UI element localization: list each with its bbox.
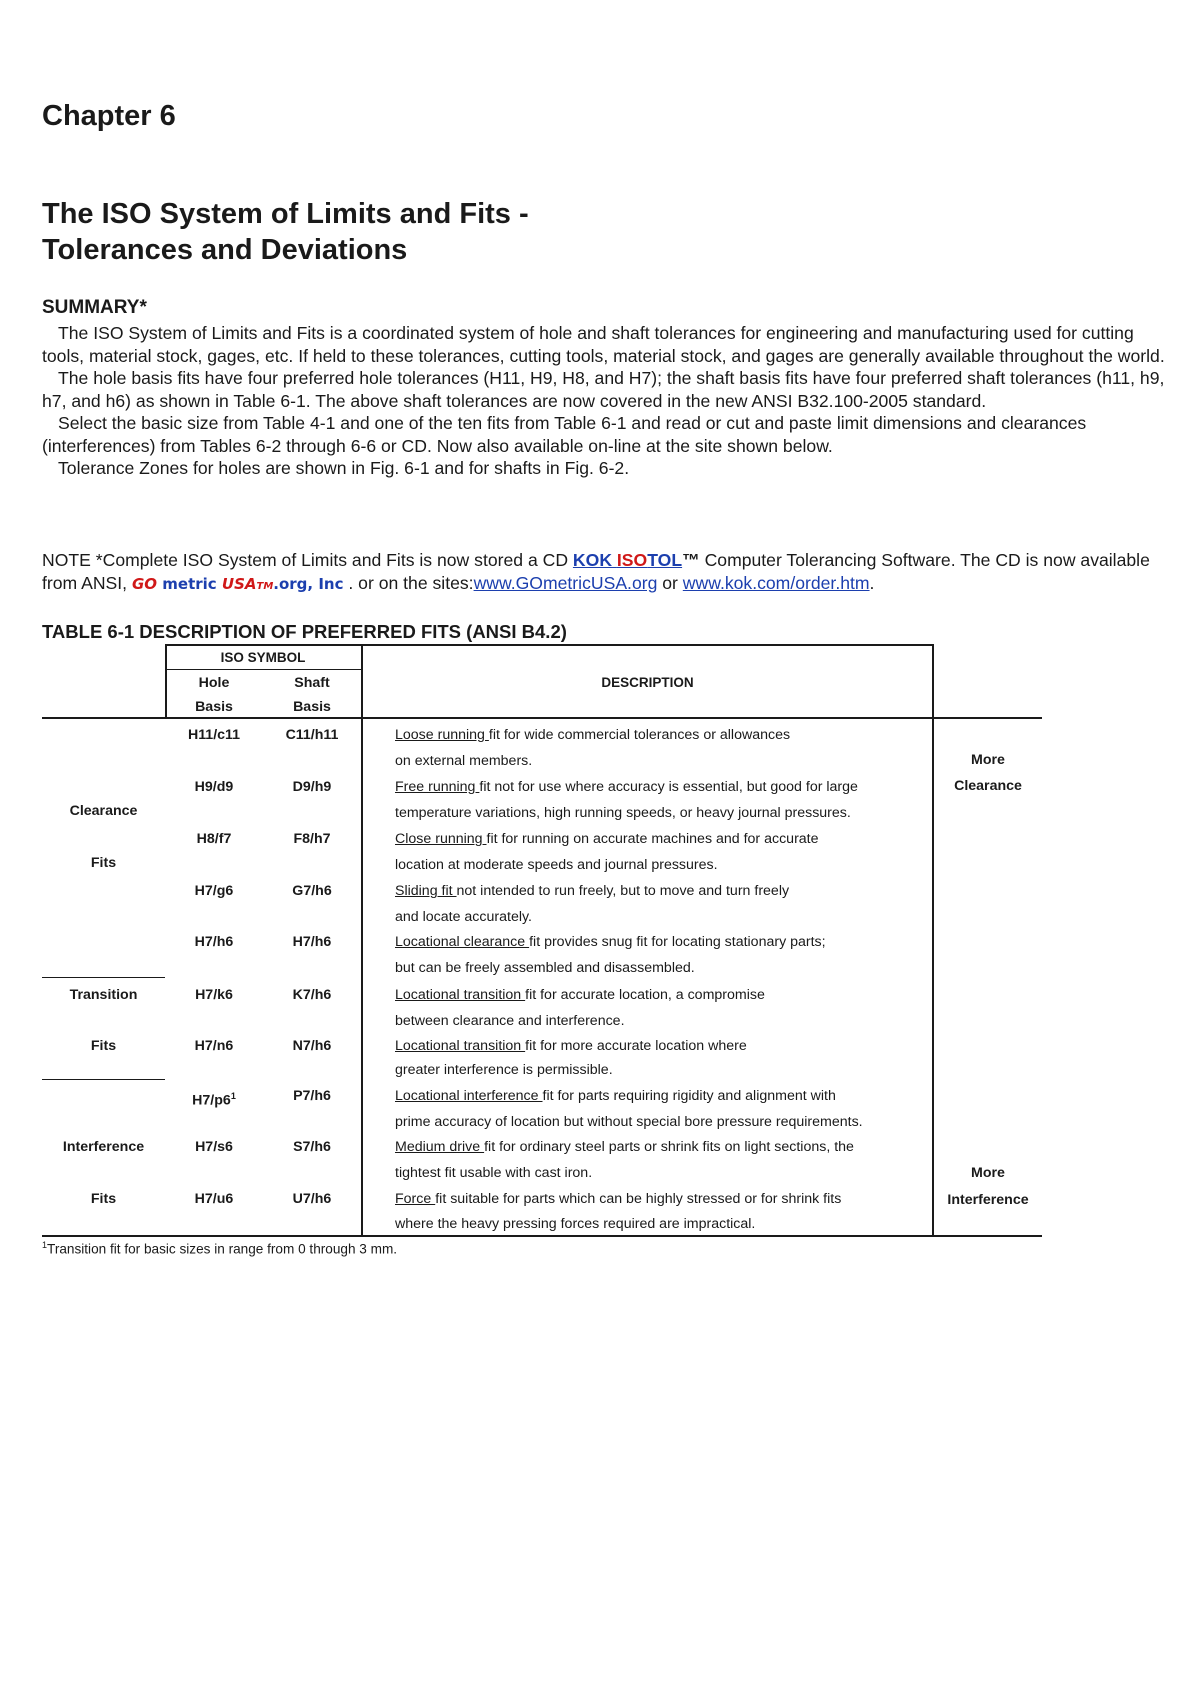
- description-right-rule: [932, 644, 934, 1236]
- note-suffix: . or on the sites:: [348, 573, 474, 593]
- gom-e: .org, Inc: [273, 575, 344, 593]
- summary-paragraph-1: The ISO System of Limits and Fits is a coordinated system of hole and shaft tolerances for engineering and manufacturing used for cutting tools, material stock, gages, etc. If held to these tolerances, cutting tools, material stock, and gages are generally available throughout the world.: [42, 323, 1165, 366]
- description-line-1: [395, 1033, 747, 1059]
- kok-order-link[interactable]: www.kok.com/order.htm: [682, 573, 870, 593]
- hole-basis-header: Basis: [195, 699, 233, 715]
- shaft-basis-cell: U7/h6: [292, 1191, 332, 1207]
- summary-paragraph-2: The hole basis fits have four preferred hole tolerances (H11, H9, H8, and H7); the shaft basis fits have four preferred shaft tolerances (h11, h9, h7, and h6) as shown in Table 6-1. The above shaft tolerances are now covered in the new ANSI B32.100-2005 standard.: [42, 368, 1165, 411]
- shaft-basis-cell: S7/h6: [293, 1139, 331, 1155]
- shaft-basis-cell: N7/h6: [292, 1038, 332, 1054]
- description-line-2: and locate accurately.: [395, 909, 532, 925]
- cd-note: [42, 549, 1167, 598]
- footnote-marker: 1: [230, 1091, 236, 1101]
- description-line-1: [395, 774, 858, 800]
- hole-basis-text: H7/p6: [192, 1092, 231, 1109]
- hole-header: Hole: [198, 675, 230, 691]
- shaft-basis-cell: G7/h6: [292, 883, 332, 899]
- description-line-2: temperature variations, high running speeds, or heavy journal pressures.: [395, 805, 851, 821]
- shaft-header: Shaft: [294, 675, 330, 691]
- summary-paragraph-3: Select the basic size from Table 4-1 and one of the ten fits from Table 6-1 and read or cut and paste limit dimensions and clearances (interferences) from Tables 6-2 through 6-6 or CD. Now also available on-line at the site shown below.: [42, 413, 1087, 456]
- interference-top-rule: [42, 1079, 165, 1080]
- hole-basis-cell: H9/d9: [194, 779, 234, 795]
- summary-heading: SUMMARY*: [42, 297, 147, 318]
- shaft-basis-cell: K7/h6: [292, 987, 332, 1003]
- description-line-1: [395, 878, 789, 904]
- gometricusa-logo: [132, 575, 344, 593]
- group-transition-label: Transition: [69, 987, 138, 1003]
- description-text: fit for more accurate location where: [525, 1038, 747, 1054]
- fit-name: Loose running: [395, 727, 489, 743]
- hole-basis-cell: H8/f7: [196, 831, 232, 847]
- fit-name: Free running: [395, 779, 480, 795]
- group-interference-fits-label: Fits: [90, 1191, 117, 1207]
- group-clearance-label: Clearance: [69, 803, 138, 819]
- note-prefix: NOTE *Complete ISO System of Limits and Fits is now stored a CD: [42, 550, 573, 570]
- description-line-2: greater interference is permissible.: [395, 1062, 613, 1078]
- summary-paragraph-4: Tolerance Zones for holes are shown in Fig. 6-1 and for shafts in Fig. 6-2.: [58, 458, 630, 478]
- fit-name: Medium drive: [395, 1139, 485, 1155]
- note-end: .: [869, 573, 875, 593]
- gom-d: TM: [256, 581, 274, 592]
- shaft-basis-cell: D9/h9: [292, 779, 332, 795]
- summary-body: [42, 322, 1167, 480]
- kok-text-b: ISO: [616, 550, 648, 570]
- fit-name: Sliding fit: [395, 883, 457, 899]
- iso-symbol-header: ISO SYMBOL: [220, 650, 306, 665]
- more-clearance-label-2: Clearance: [954, 778, 1022, 794]
- description-line-1: [395, 982, 765, 1008]
- kok-text-c: TOL: [647, 550, 683, 570]
- description-line-2: prime accuracy of location but without special bore pressure requirements.: [395, 1114, 863, 1130]
- gom-a: GO: [131, 575, 158, 593]
- trademark-mark: ™: [682, 550, 700, 570]
- description-line-1: [395, 722, 790, 748]
- fit-name: Locational transition: [395, 1038, 526, 1054]
- description-line-1: [395, 1134, 854, 1160]
- fit-name: Locational transition: [395, 987, 526, 1003]
- fit-name: Locational interference: [395, 1088, 543, 1104]
- hole-basis-cell: H7/h6: [194, 934, 234, 950]
- group-clearance-fits-label: Fits: [90, 855, 117, 871]
- description-line-2: on external members.: [395, 753, 533, 769]
- hole-basis-cell: H11/c11: [187, 727, 241, 743]
- description-left-rule: [361, 644, 363, 1236]
- description-line-2: but can be freely assembled and disassembled.: [395, 960, 695, 976]
- footnote-text: Transition fit for basic sizes in range from 0 through 3 mm.: [47, 1241, 398, 1257]
- hole-basis-cell: H7/n6: [194, 1038, 234, 1054]
- fit-name: Locational clearance: [395, 934, 530, 950]
- description-line-2: where the heavy pressing forces required are impractical.: [395, 1216, 756, 1232]
- transition-top-rule: [42, 977, 165, 978]
- more-clearance-label-1: More: [971, 752, 1005, 768]
- hole-basis-cell: H7/s6: [195, 1139, 233, 1155]
- note-or: or: [657, 573, 683, 593]
- group-interference-label: Interference: [62, 1139, 145, 1155]
- description-line-2: between clearance and interference.: [395, 1013, 625, 1029]
- kok-isotol-link[interactable]: [573, 550, 682, 570]
- description-text: fit for accurate location, a compromise: [525, 987, 765, 1003]
- description-text: fit for parts requiring rigidity and alignment with: [542, 1088, 836, 1104]
- chapter-heading: Chapter 6: [42, 100, 176, 132]
- description-text: fit suitable for parts which can be highly stressed or for shrink fits: [435, 1191, 842, 1207]
- description-line-1: [395, 1186, 841, 1212]
- shaft-basis-header: Basis: [293, 699, 331, 715]
- description-text: fit not for use where accuracy is essential, but good for large: [479, 779, 858, 795]
- description-text: fit for wide commercial tolerances or allowances: [488, 727, 791, 743]
- shaft-basis-cell: P7/h6: [293, 1088, 331, 1104]
- shaft-basis-cell: C11/h11: [285, 727, 339, 743]
- title-line-2: Tolerances and Deviations: [42, 234, 408, 266]
- description-line-1: [395, 826, 819, 852]
- description-line-2: location at moderate speeds and journal pressures.: [395, 857, 718, 873]
- description-text: fit for running on accurate machines and for accurate: [486, 831, 819, 847]
- description-line-1: [395, 1083, 836, 1109]
- note-middle: Computer Tolerancing Software. The CD is now available from ANSI,: [42, 550, 1150, 593]
- group-transition-fits-label: Fits: [90, 1038, 117, 1054]
- hole-basis-cell: [165, 1083, 263, 1114]
- chapter-title: [42, 196, 529, 268]
- description-text: fit provides snug fit for locating stationary parts;: [529, 934, 826, 950]
- hole-basis-cell: H7/k6: [195, 987, 233, 1003]
- fit-name: Force: [395, 1191, 436, 1207]
- shaft-basis-cell: H7/h6: [292, 934, 332, 950]
- table-footnote: [42, 1240, 397, 1257]
- description-text: not intended to run freely, but to move and turn freely: [456, 883, 790, 899]
- gom-b: metric: [162, 575, 217, 593]
- fit-name: Close running: [395, 831, 487, 847]
- title-line-1: The ISO System of Limits and Fits -: [42, 198, 529, 230]
- hole-basis-cell: H7/g6: [194, 883, 234, 899]
- gom-c: USA: [221, 575, 257, 593]
- kok-text-a: KOK: [572, 550, 617, 570]
- shaft-basis-cell: F8/h7: [293, 831, 331, 847]
- description-line-2: tightest fit usable with cast iron.: [395, 1165, 593, 1181]
- description-text: fit for ordinary steel parts or shrink fits on light sections, the: [484, 1139, 854, 1155]
- description-header: DESCRIPTION: [601, 675, 694, 690]
- more-interference-label-1: More: [971, 1165, 1005, 1181]
- hole-basis-cell: H7/u6: [194, 1191, 234, 1207]
- table-title: TABLE 6-1 DESCRIPTION OF PREFERRED FITS (ANSI B4.2): [42, 621, 567, 642]
- gometricusa-link[interactable]: www.GOmetricUSA.org: [473, 573, 658, 593]
- description-line-1: [395, 929, 826, 955]
- more-interference-label-2: Interference: [947, 1192, 1029, 1208]
- footnote-sup: 1: [42, 1240, 48, 1250]
